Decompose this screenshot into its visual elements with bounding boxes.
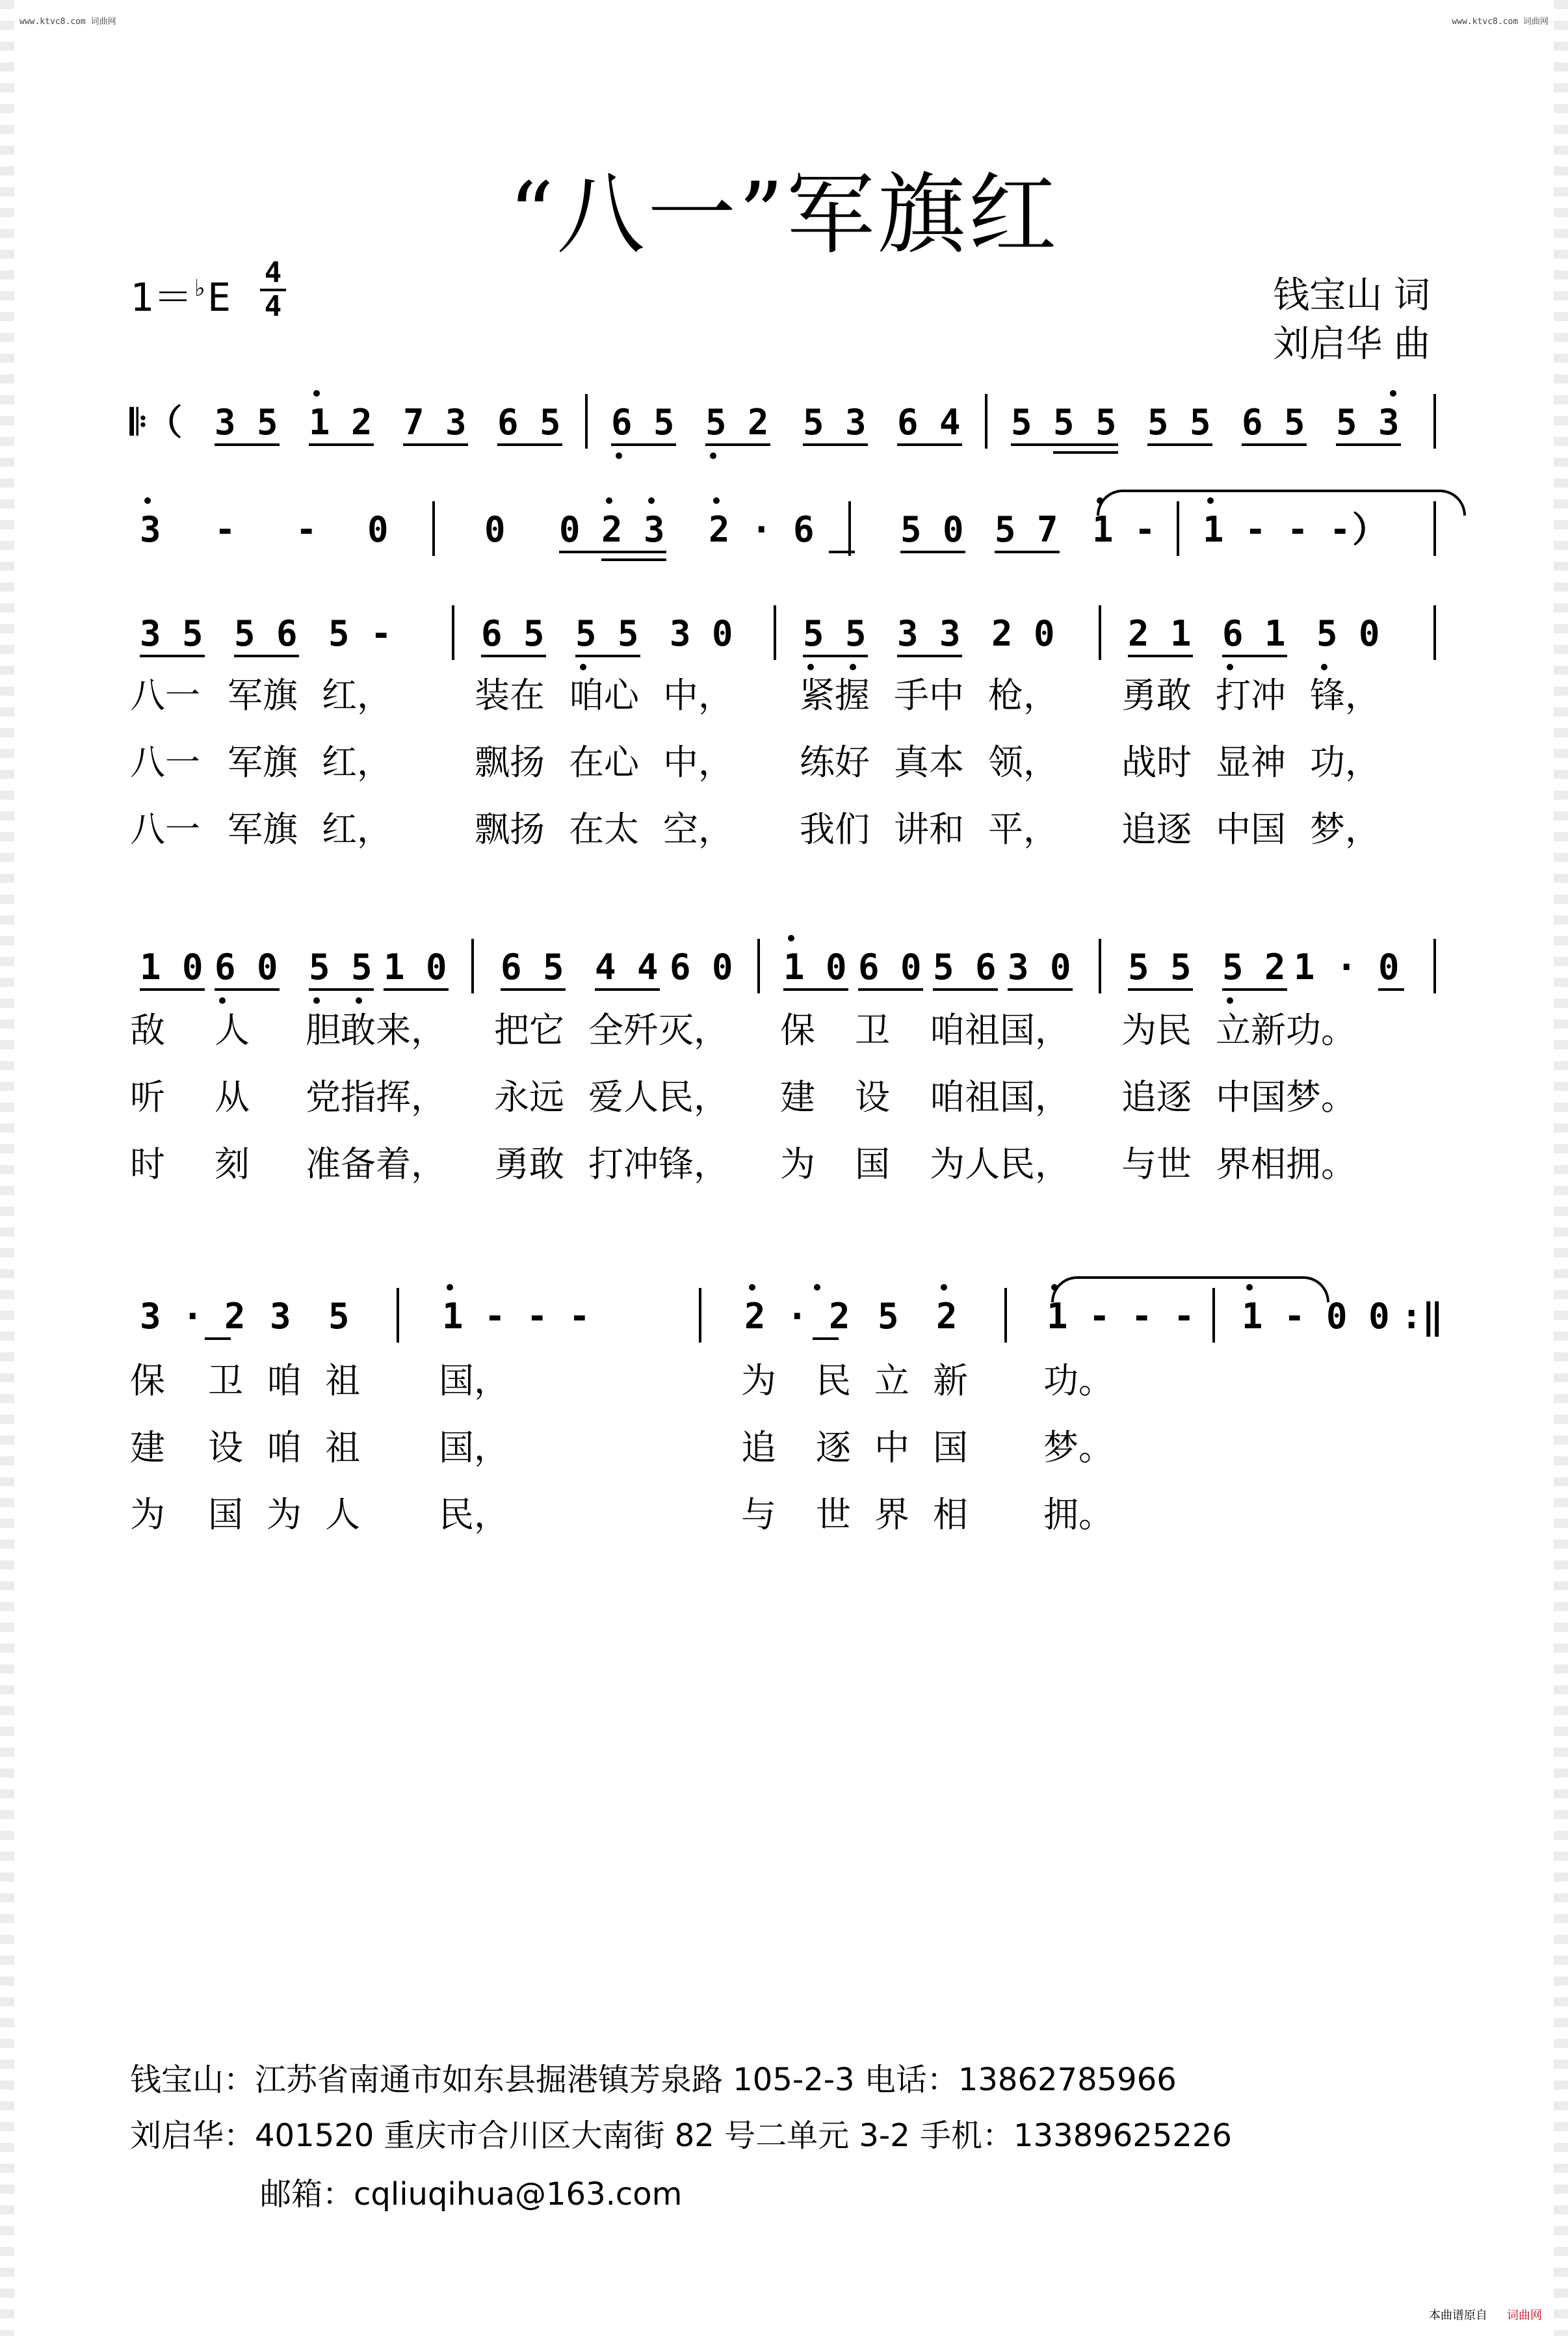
underline <box>900 551 965 553</box>
note-group: 5 3 <box>803 402 867 443</box>
time-bottom: 4 <box>264 290 282 323</box>
lyric-word: 军旗 <box>228 675 298 716</box>
low-dot <box>1227 997 1233 1004</box>
lyric-word: 讲和 <box>894 809 964 850</box>
lyric-word: 国 <box>208 1494 243 1535</box>
underline <box>215 988 280 991</box>
lyric-word: 红， <box>322 809 392 850</box>
lyric-word: 在太 <box>569 809 639 850</box>
lyric-word: 练好 <box>800 742 870 783</box>
notation-row-5 <box>130 1291 1444 1362</box>
note: 3 <box>270 1296 291 1337</box>
note-group: 6 5 <box>481 613 545 654</box>
underline <box>897 655 962 657</box>
rest: 0 <box>484 509 506 550</box>
close-paren: ） <box>1352 509 1387 550</box>
time-top: 4 <box>264 256 282 289</box>
underline <box>829 551 855 553</box>
note-group: 1 - - - <box>1203 509 1351 550</box>
lyric-word: 祖 <box>325 1360 360 1401</box>
time-signature <box>260 256 286 323</box>
lyric-word: 咱心 <box>569 675 639 716</box>
lyric-word: 人 <box>215 1010 250 1051</box>
lyric-word: 显神 <box>1216 742 1286 783</box>
lyric-word: 立新功。 <box>1216 1010 1356 1051</box>
high-dot <box>814 1284 820 1291</box>
key-prefix: 1＝ <box>130 275 193 321</box>
barline <box>1433 605 1436 660</box>
lyric-word: 真本 <box>894 742 964 783</box>
intro-repeat-open: 𝄆（ <box>130 402 183 443</box>
note-group: 1 0 <box>140 947 203 988</box>
lyric-word: 时 <box>130 1144 165 1185</box>
lyric-word: 国， <box>439 1427 509 1468</box>
barline <box>774 605 776 660</box>
barline <box>432 501 435 556</box>
high-dot <box>749 1284 755 1291</box>
note-group: 0 2 3 <box>559 509 665 550</box>
rest: 0 <box>367 509 389 550</box>
note: 5 <box>328 1296 350 1337</box>
note-group: 1 - - - <box>442 1296 590 1337</box>
lyric-word: 听 <box>130 1077 165 1118</box>
lyric-word: 相 <box>933 1494 968 1535</box>
low-dot <box>850 664 856 670</box>
contact-composer: 刘启华：401520 重庆市合川区大南街 82 号二单元 3-2 手机：13389625226 <box>130 2118 1232 2154</box>
note-group: 6 0 <box>215 947 278 988</box>
lyric-word: 刻 <box>215 1144 250 1185</box>
underline <box>481 655 546 657</box>
lyric-word: 红， <box>322 742 392 783</box>
lyric-word: 党指挥， <box>306 1077 446 1118</box>
high-dot <box>648 497 655 504</box>
high-dot <box>606 497 612 504</box>
note-group: 2 · 2 <box>744 1296 850 1337</box>
underline <box>1336 443 1401 446</box>
lyric-word: 军旗 <box>228 742 298 783</box>
lyric-word: 拥。 <box>1043 1494 1114 1535</box>
note-group: 7 3 <box>403 402 467 443</box>
lyric-word: 梦， <box>1310 809 1380 850</box>
double-underline <box>601 558 666 561</box>
tie-slur <box>1051 1276 1329 1302</box>
note-group: 1 2 <box>309 402 372 443</box>
lyric-word: 红， <box>322 675 392 716</box>
underline <box>140 655 205 657</box>
lyric-word: 逐 <box>816 1427 851 1468</box>
notation-row-2 <box>130 504 1438 575</box>
lyric-word: 从 <box>215 1077 250 1118</box>
note-group: 5 6 <box>234 613 298 654</box>
note-group: 5 0 <box>900 509 964 550</box>
watermark-left: www.ktvc8.com 词曲网 <box>20 17 116 27</box>
low-dot <box>313 997 320 1004</box>
lyric-word: 飘扬 <box>475 742 545 783</box>
dash: - <box>215 509 236 550</box>
lyric-word: 为人民， <box>930 1144 1070 1185</box>
underline <box>1147 443 1212 446</box>
lyric-word: 咱祖国， <box>930 1010 1070 1051</box>
barline <box>452 605 454 660</box>
note-group: 5 5 <box>575 613 639 654</box>
note-group: 5 7 <box>995 509 1058 550</box>
note-group: 6 5 <box>497 402 561 443</box>
lyric-word: 全歼灭， <box>588 1010 729 1051</box>
note: 3 <box>140 509 161 550</box>
lyric-word: 把它 <box>494 1010 564 1051</box>
lyric-word: 追 <box>741 1427 776 1468</box>
lyric-word: 人 <box>325 1494 360 1535</box>
note-group: 1 0 <box>783 947 847 988</box>
lyric-word: 勇敢 <box>494 1144 564 1185</box>
lyric-word: 平， <box>988 809 1058 850</box>
lyric-word: 锋， <box>1310 675 1380 716</box>
barline <box>848 501 851 556</box>
note-group: 3 5 <box>140 613 203 654</box>
note-group: 5 0 <box>1316 613 1380 654</box>
underline <box>234 655 299 657</box>
lyric-word: 为 <box>741 1360 776 1401</box>
lyric-word: 功。 <box>1043 1360 1114 1401</box>
lyric-word: 空， <box>663 809 733 850</box>
note-group: 5 3 <box>1336 402 1400 443</box>
lyric-word: 保 <box>780 1010 815 1051</box>
note-group: 5 - <box>328 613 392 654</box>
lyric-word: 咱 <box>267 1427 302 1468</box>
low-dot <box>710 453 716 459</box>
note-group: 3 5 <box>215 402 278 443</box>
lyric-word: 飘扬 <box>475 809 545 850</box>
underline <box>705 443 770 446</box>
underline <box>575 655 640 657</box>
underline <box>309 988 374 991</box>
key-note: E <box>207 275 231 321</box>
lyric-word: 国 <box>933 1427 968 1468</box>
underline <box>1128 655 1193 657</box>
lyric-word: 咱 <box>267 1360 302 1401</box>
note-group: 6 5 <box>1242 402 1305 443</box>
lyric-word: 界相拥。 <box>1216 1144 1356 1185</box>
left-border <box>0 0 14 2336</box>
lyric-word: 设 <box>208 1427 243 1468</box>
lyric-word: 为 <box>780 1144 815 1185</box>
underline <box>611 443 676 446</box>
note: 5 <box>878 1296 899 1337</box>
barline <box>1433 939 1436 993</box>
note-group: 6 0 <box>858 947 922 988</box>
lyric-word: 战时 <box>1121 742 1192 783</box>
note-group: 2 · 6 <box>709 509 815 550</box>
lyric-word: 中国 <box>1216 809 1286 850</box>
high-dot <box>313 390 320 397</box>
underline <box>1378 988 1404 991</box>
lyric-word: 建 <box>130 1427 165 1468</box>
underline <box>559 551 666 553</box>
lyric-word: 敌 <box>130 1010 165 1051</box>
high-dot <box>447 1284 453 1291</box>
low-dot <box>1227 664 1233 670</box>
note-group: 5 2 <box>1222 947 1286 988</box>
note-group: 5 5 <box>309 947 372 988</box>
underline <box>858 988 923 991</box>
underline <box>995 551 1060 553</box>
underline <box>501 988 566 991</box>
underline <box>497 443 562 446</box>
low-dot <box>356 997 362 1004</box>
lyric-word: 梦。 <box>1043 1427 1114 1468</box>
lyric-word: 国 <box>855 1144 890 1185</box>
lyric-word: 军旗 <box>228 809 298 850</box>
tie-slur <box>1097 490 1466 516</box>
lyric-word: 我们 <box>800 809 870 850</box>
lyricist-credit: 钱宝山 词 <box>1273 274 1430 317</box>
contact-lyricist: 钱宝山：江苏省南通市如东县掘港镇芳泉路 105-2-3 电话：13862785966 <box>130 2062 1177 2098</box>
lyric-word: 祖 <box>325 1427 360 1468</box>
song-title: “八一”军旗红 <box>508 164 1060 267</box>
lyric-word: 为 <box>267 1494 302 1535</box>
underline <box>1242 443 1307 446</box>
underline <box>783 988 848 991</box>
low-dot <box>807 664 814 670</box>
underline <box>803 443 868 446</box>
lyric-word: 与世 <box>1121 1144 1192 1185</box>
barline <box>1099 939 1101 993</box>
high-dot <box>788 935 794 941</box>
note-group: 6 1 <box>1222 613 1286 654</box>
high-dot <box>941 1284 947 1291</box>
underline <box>1011 443 1118 446</box>
note-group: 6 4 <box>897 402 961 443</box>
footer-site[interactable]: 词曲网 <box>1507 2309 1542 2322</box>
lyric-word: 国， <box>439 1360 509 1401</box>
lyric-word: 打冲锋， <box>588 1144 729 1185</box>
lyric-word: 打冲 <box>1216 675 1286 716</box>
note-group: 3 0 <box>1008 947 1071 988</box>
underline <box>403 443 468 446</box>
lyric-word: 装在 <box>475 675 545 716</box>
double-underline <box>1053 451 1118 454</box>
barline <box>397 1288 399 1343</box>
lyric-word: 保 <box>130 1360 165 1401</box>
barline <box>985 394 987 449</box>
lyric-word: 中， <box>663 675 733 716</box>
lyric-word: 八一 <box>130 675 200 716</box>
underline <box>215 443 280 446</box>
lyric-word: 立 <box>874 1360 909 1401</box>
low-dot <box>1321 664 1327 670</box>
watermark-right: www.ktvc8.com 词曲网 <box>1452 17 1548 27</box>
barline <box>1099 605 1101 660</box>
lyric-word: 新 <box>933 1360 968 1401</box>
footer <box>1429 2306 1542 2323</box>
note-group: 5 5 <box>1128 947 1192 988</box>
lyric-word: 卫 <box>208 1360 243 1401</box>
lyric-word: 与 <box>741 1494 776 1535</box>
barline <box>757 939 760 993</box>
note-group: 6 5 <box>501 947 564 988</box>
lyric-word: 中， <box>663 742 733 783</box>
underline <box>595 988 660 991</box>
lyric-word: 中 <box>874 1427 909 1468</box>
note-group: 1 - <box>1092 509 1156 550</box>
note-group: 5 5 <box>803 613 867 654</box>
contact-email[interactable]: 邮箱：cqliuqihua@163.com <box>260 2176 683 2212</box>
lyric-word: 追逐 <box>1121 809 1192 850</box>
lyric-word: 勇敢 <box>1121 675 1192 716</box>
lyric-word: 中国梦。 <box>1216 1077 1356 1118</box>
note-group: 6 0 <box>670 947 733 988</box>
barline <box>1004 1288 1007 1343</box>
notation-row-1 <box>130 397 1438 468</box>
underline <box>1008 988 1073 991</box>
note-group: 1 - - - <box>1047 1296 1195 1337</box>
lyric-word: 追逐 <box>1121 1077 1192 1118</box>
note-group: 2 1 <box>1128 613 1192 654</box>
underline <box>1222 988 1287 991</box>
lyric-word: 手中 <box>894 675 964 716</box>
low-dot <box>219 997 226 1004</box>
lyric-word: 八一 <box>130 742 200 783</box>
note-group: 3 3 <box>897 613 961 654</box>
lyric-word: 为民 <box>1121 1010 1192 1051</box>
lyric-word: 在心 <box>569 742 639 783</box>
note-group: 3 · 2 <box>140 1296 246 1337</box>
notation-row-4 <box>130 941 1438 1013</box>
right-border <box>1554 0 1568 2336</box>
lyric-word: 永远 <box>494 1077 564 1118</box>
lyric-word: 八一 <box>130 809 200 850</box>
lyric-word: 爱人民， <box>588 1077 729 1118</box>
lyric-word: 准备着， <box>306 1144 446 1185</box>
note-group: 1 - 0 0 <box>1242 1296 1390 1337</box>
underline <box>803 655 868 657</box>
barline <box>1433 394 1436 449</box>
lyric-word: 胆敢来， <box>306 1010 446 1051</box>
lyric-word: 领， <box>988 742 1058 783</box>
notation-row-3 <box>130 608 1438 679</box>
note: 2 <box>936 1296 958 1337</box>
barline <box>471 939 474 993</box>
low-dot <box>580 664 586 670</box>
note-group: 1 0 <box>384 947 447 988</box>
lyric-word: 枪， <box>988 675 1058 716</box>
underline <box>205 1337 231 1340</box>
lyric-word: 功， <box>1310 742 1380 783</box>
note-group: 6 5 <box>611 402 675 443</box>
low-dot <box>616 453 622 459</box>
underline <box>897 443 962 446</box>
lyric-word: 界 <box>874 1494 909 1535</box>
end-repeat: :‖ <box>1401 1296 1444 1337</box>
note-group: 2 0 <box>991 613 1055 654</box>
flat-sign: ♭ <box>192 274 208 302</box>
barline <box>699 1288 701 1343</box>
dash: - <box>296 509 317 550</box>
lyric-word: 紧握 <box>800 675 870 716</box>
barline <box>585 394 588 449</box>
composer-credit: 刘启华 曲 <box>1273 323 1430 365</box>
lyric-word: 卫 <box>855 1010 890 1051</box>
note-group: 5 2 <box>705 402 769 443</box>
lyric-word: 咱祖国， <box>930 1077 1070 1118</box>
high-dot <box>1390 390 1396 397</box>
underline <box>933 988 998 991</box>
high-dot <box>144 497 151 504</box>
lyric-word: 民， <box>439 1494 509 1535</box>
footer-left: 本曲谱原自 <box>1429 2309 1487 2322</box>
lyric-word: 为 <box>130 1494 165 1535</box>
note-group: 4 4 <box>595 947 659 988</box>
lyric-word: 建 <box>780 1077 815 1118</box>
underline <box>384 988 449 991</box>
key-signature <box>130 267 231 322</box>
lyric-word: 设 <box>855 1077 890 1118</box>
note-group: 1 · 0 <box>1294 947 1400 988</box>
note-group: 5 6 <box>933 947 997 988</box>
lyric-word: 民 <box>816 1360 851 1401</box>
underline <box>140 988 205 991</box>
lyric-word: 世 <box>816 1494 851 1535</box>
note-group: 5 5 5 <box>1011 402 1117 443</box>
underline <box>1128 988 1193 991</box>
underline <box>813 1337 839 1340</box>
underline <box>309 443 374 446</box>
high-dot <box>713 497 720 504</box>
underline <box>1222 655 1287 657</box>
note-group: 5 5 <box>1147 402 1211 443</box>
note-group: 3 0 <box>670 613 733 654</box>
